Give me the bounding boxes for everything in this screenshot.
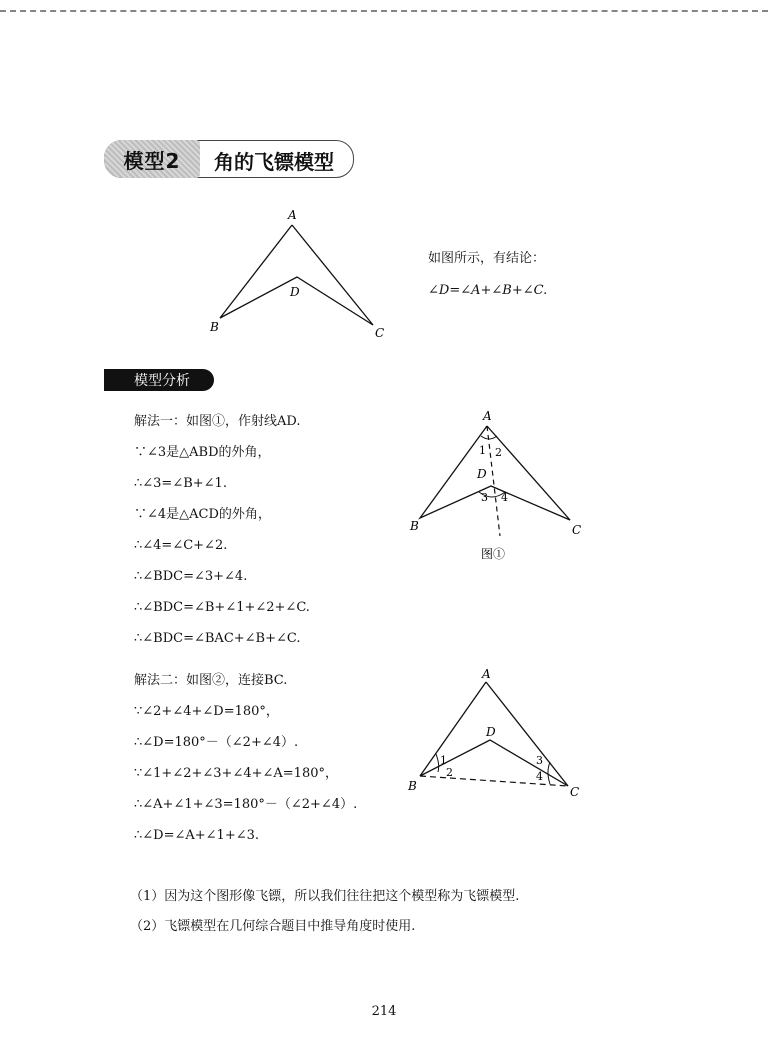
proof-line: ∵∠4是△ACD的外角， xyxy=(134,507,271,522)
figure-2-angle-4: 4 xyxy=(536,770,543,783)
proof-line: 解法一：如图①，作射线AD. xyxy=(134,414,301,429)
figure-1-label-d: D xyxy=(477,467,487,481)
segment-bc xyxy=(420,776,568,786)
angle-arc-b xyxy=(436,754,439,772)
note-line: （2）飞镖模型在几何综合题目中推导角度时使用. xyxy=(130,919,416,934)
main-label-a: A xyxy=(288,208,297,222)
section-banner xyxy=(104,140,354,178)
figure-1-outline xyxy=(420,426,570,520)
proof-line: ∵∠3是△ABD的外角， xyxy=(134,445,271,460)
angle-arc-top xyxy=(481,436,497,439)
notes xyxy=(130,887,519,947)
method-1-proof xyxy=(134,412,310,660)
method-2-proof xyxy=(134,671,357,857)
figure-1-label-b: B xyxy=(410,519,419,533)
proof-line: ∴∠D=∠A+∠1+∠3. xyxy=(134,828,260,843)
proof-line: ∴∠D=180°－（∠2+∠4）. xyxy=(134,735,299,750)
ray-ad xyxy=(487,426,500,536)
proof-line: ∴∠BDC=∠3+∠4. xyxy=(134,569,248,584)
section-tag: 模型分析 xyxy=(104,369,214,391)
proof-line: ∴∠3=∠B+∠1. xyxy=(134,476,227,491)
note-line: （1）因为这个图形像飞镖，所以我们往往把这个模型称为飞镖模型. xyxy=(130,889,520,904)
top-rule xyxy=(0,10,768,12)
banner-title: 角的飞镖模型 xyxy=(214,150,334,174)
figure-2-angle-2: 2 xyxy=(446,766,453,779)
angle-arc-c xyxy=(548,762,550,784)
proof-line: ∵∠1+∠2+∠3+∠4+∠A=180°， xyxy=(134,766,338,781)
banner-badge: 模型2 xyxy=(104,140,200,178)
figure-1-angle-2: 2 xyxy=(495,446,502,459)
main-label-d: D xyxy=(290,285,300,299)
main-label-b: B xyxy=(210,320,219,334)
figure-2-label-a: A xyxy=(482,668,491,681)
proof-line: ∴∠4=∠C+∠2. xyxy=(134,538,228,553)
conclusion xyxy=(428,249,547,301)
figure-1 xyxy=(405,408,590,563)
conclusion-line-1: 如图所示，有结论： xyxy=(428,251,546,266)
figure-2-angle-1: 1 xyxy=(440,754,447,767)
figure-1-caption: 图① xyxy=(481,547,506,561)
figure-2-label-b: B xyxy=(408,779,417,793)
figure-1-label-c: C xyxy=(572,523,582,537)
proof-line: ∴∠BDC=∠B+∠1+∠2+∠C. xyxy=(134,600,310,615)
proof-line: ∵∠2+∠4+∠D=180°， xyxy=(134,704,279,719)
figure-1-angle-1: 1 xyxy=(479,444,486,457)
page-number: 214 xyxy=(371,1004,397,1019)
proof-line: ∴∠A+∠1+∠3=180°－（∠2+∠4）. xyxy=(134,797,358,812)
figure-1-angle-4: 4 xyxy=(501,491,508,504)
figure-2-label-d: D xyxy=(486,725,496,739)
main-dart-figure xyxy=(200,205,400,345)
figure-1-label-a: A xyxy=(483,409,492,423)
main-label-c: C xyxy=(375,326,385,340)
conclusion-formula: ∠D=∠A+∠B+∠C. xyxy=(428,283,548,298)
main-dart-outline xyxy=(220,225,373,325)
figure-1-angle-3: 3 xyxy=(481,491,488,504)
figure-2-label-c: C xyxy=(570,785,580,799)
figure-2 xyxy=(400,668,590,803)
proof-line: 解法二：如图②，连接BC. xyxy=(134,673,288,688)
proof-line: ∴∠BDC=∠BAC+∠B+∠C. xyxy=(134,631,301,646)
figure-2-angle-3: 3 xyxy=(536,754,543,767)
